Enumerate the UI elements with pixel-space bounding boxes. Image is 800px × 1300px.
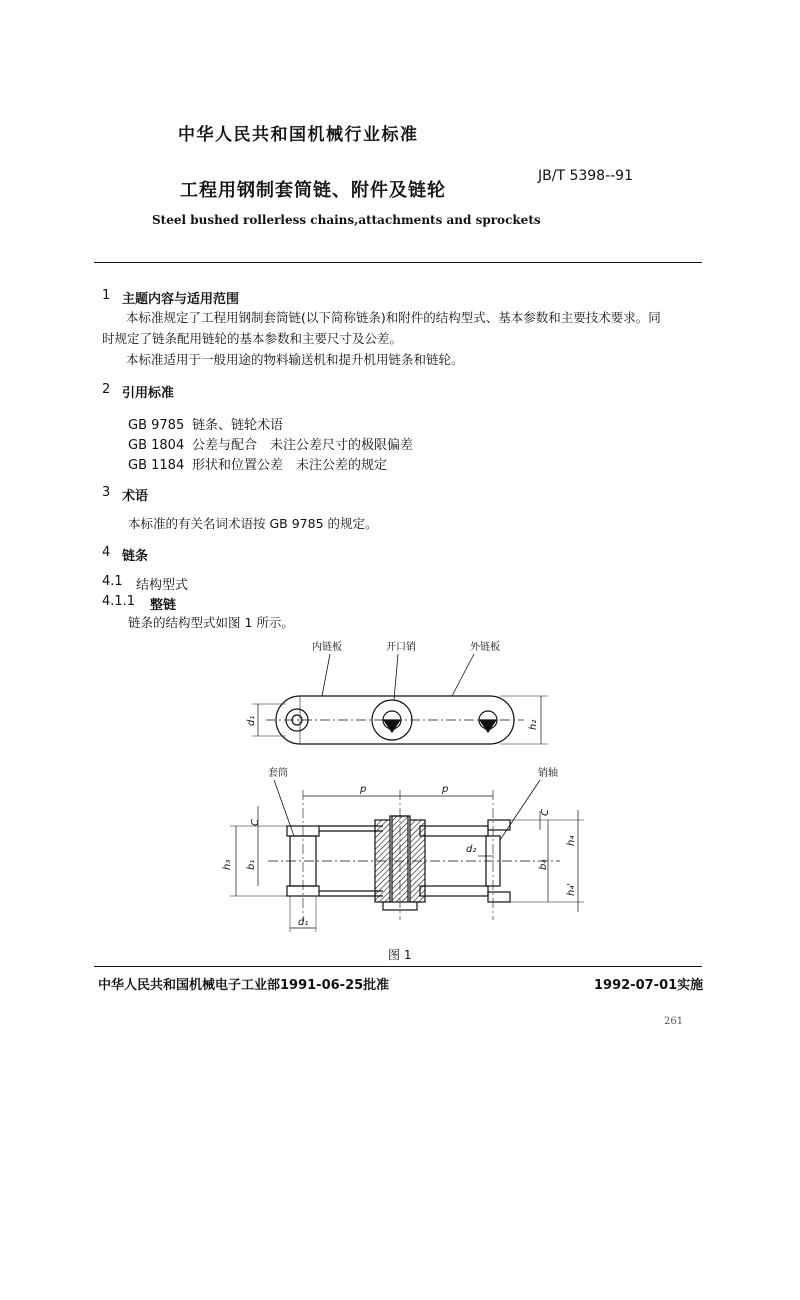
figure-1-chain-drawing bbox=[0, 630, 800, 960]
standard-number: JB/T 5398--91 bbox=[538, 168, 633, 184]
label-d1-top: d₁ bbox=[246, 715, 257, 726]
org-title: 中华人民共和国机械行业标准 bbox=[178, 125, 419, 145]
label-b1: b₁ bbox=[246, 859, 257, 870]
section-1-para-2: 本标准适用于一般用途的物料输送机和提升机用链条和链轮。 bbox=[126, 352, 464, 367]
label-p-right: p bbox=[442, 784, 449, 795]
doc-title: 工程用钢制套筒链、附件及链轮 bbox=[180, 180, 446, 201]
label-h3: h₃ bbox=[222, 859, 233, 870]
label-p-left: p bbox=[360, 784, 367, 795]
section-3-title: 术语 bbox=[122, 489, 149, 504]
subsection-4-1-title: 结构型式 bbox=[136, 578, 189, 593]
label-c-right: C bbox=[540, 809, 551, 816]
section-3-para: 本标准的有关名词术语按 GB 9785 的规定。 bbox=[128, 516, 378, 531]
reference-item bbox=[128, 454, 387, 473]
reference-code: GB 1184 bbox=[128, 458, 185, 473]
section-2-title: 引用标准 bbox=[122, 386, 175, 401]
approval-line: 中华人民共和国机械电子工业部1991-06-25批准 bbox=[98, 978, 390, 993]
effective-date: 1992-07-01实施 bbox=[594, 978, 704, 993]
subsection-4-1-1-title: 整链 bbox=[150, 598, 177, 613]
label-bushing: 套筒 bbox=[268, 768, 288, 779]
section-1-title: 主题内容与适用范围 bbox=[122, 292, 240, 307]
section-4-title: 链条 bbox=[122, 549, 149, 564]
reference-item bbox=[128, 414, 283, 433]
reference-title: 公差与配合 未注公差尺寸的极限偏差 bbox=[192, 438, 414, 453]
label-pin: 销轴 bbox=[538, 768, 558, 779]
subsection-4-1-number: 4.1 bbox=[102, 574, 123, 589]
label-outer-plate: 外链板 bbox=[470, 642, 500, 653]
reference-code: GB 1804 bbox=[128, 438, 185, 453]
label-h4: h₄ bbox=[566, 835, 577, 846]
section-1-number: 1 bbox=[102, 288, 111, 303]
label-b4: b₄ bbox=[538, 859, 549, 870]
reference-title: 形状和位置公差 未注公差的规定 bbox=[192, 458, 388, 473]
section-2-number: 2 bbox=[102, 382, 111, 397]
subsection-4-1-1-number: 4.1.1 bbox=[102, 594, 136, 609]
section-4-para: 链条的结构型式如图 1 所示。 bbox=[128, 615, 294, 630]
english-title: Steel bushed rollerless chains,attachments and sprockets bbox=[152, 213, 541, 227]
section-3-number: 3 bbox=[102, 485, 111, 500]
header-rule bbox=[94, 262, 702, 263]
label-inner-plate: 内链板 bbox=[312, 642, 342, 653]
label-d1-bottom: d₁ bbox=[298, 917, 309, 928]
figure-caption: 图 1 bbox=[388, 948, 412, 962]
reference-title: 链条、链轮术语 bbox=[192, 418, 284, 433]
section-4-number: 4 bbox=[102, 545, 111, 560]
section-1-para-1-line-1: 本标准规定了工程用钢制套筒链(以下简称链条)和附件的结构型式、基本参数和主要技术要求。同 bbox=[126, 310, 661, 325]
footer-rule bbox=[94, 966, 702, 967]
label-cotter-pin: 开口销 bbox=[386, 642, 416, 653]
reference-item bbox=[128, 434, 413, 453]
label-h2: h₂ bbox=[528, 719, 539, 730]
reference-code: GB 9785 bbox=[128, 418, 185, 433]
label-h4-prime: h₄' bbox=[566, 882, 577, 896]
page-number: 261 bbox=[664, 1016, 684, 1027]
label-c-left: C bbox=[250, 819, 261, 826]
section-1-para-1-line-2: 时规定了链条配用链轮的基本参数和主要尺寸及公差。 bbox=[102, 331, 403, 346]
label-d2: d₂ bbox=[466, 844, 477, 855]
